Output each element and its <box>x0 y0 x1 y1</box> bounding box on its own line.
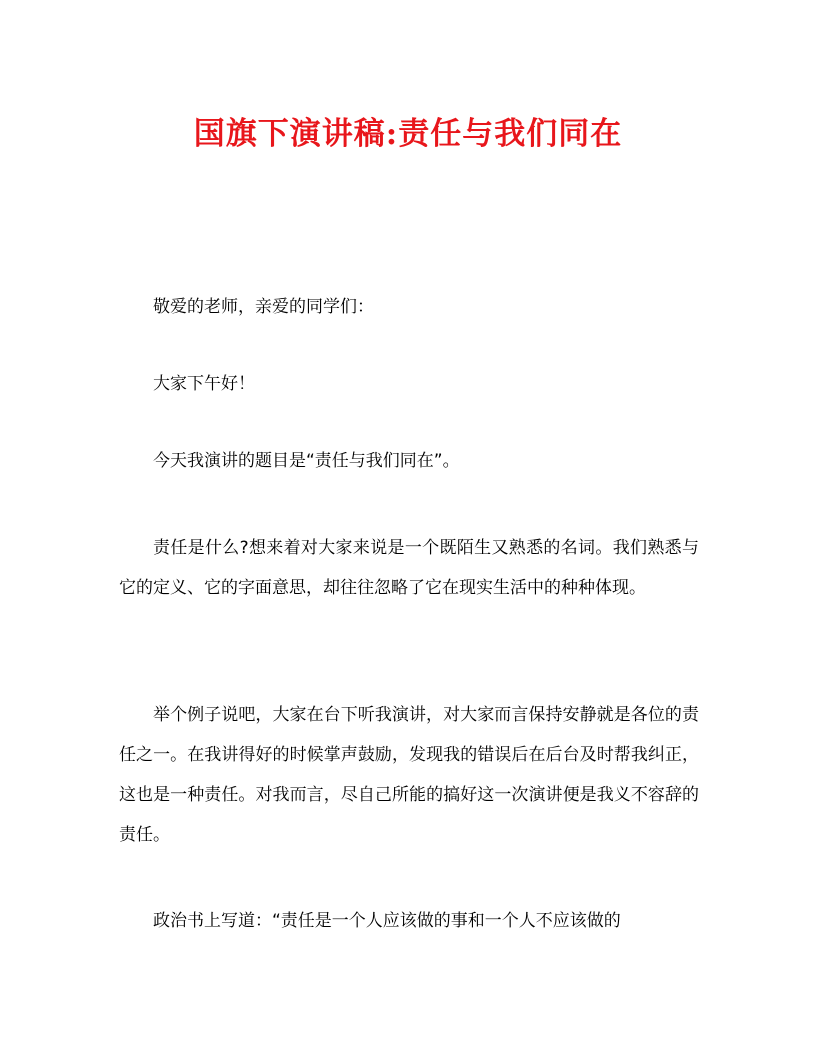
document-title: 国旗下演讲稿:责任与我们同在 <box>193 116 623 152</box>
paragraph-greeting: 敬爱的老师，亲爱的同学们： <box>153 297 374 317</box>
paragraph-example: 举个例子说吧，大家在台下听我演讲，对大家而言保持安静就是各位的责任之一。在我讲得好的时候掌声鼓励，发现我的错误后在后台及时帮我纠正，这也是一种责任。对我而言，尽自己所能的搞好这一次演讲便是我义不容辞的责任。 <box>119 705 699 845</box>
paragraph-salutation: 大家下午好！ <box>153 374 255 394</box>
paragraph-what-is-responsibility: 责任是什么?想来着对大家来说是一个既陌生又熟悉的名词。我们熟悉与它的定义、它的字面意思，却往往忽略了它在现实生活中的种种体现。 <box>119 538 699 598</box>
paragraph-politics-quote: 政治书上写道：“责任是一个人应该做的事和一个人不应该做的 <box>153 911 621 931</box>
paragraph-topic: 今天我演讲的题目是“责任与我们同在”。 <box>153 451 460 471</box>
